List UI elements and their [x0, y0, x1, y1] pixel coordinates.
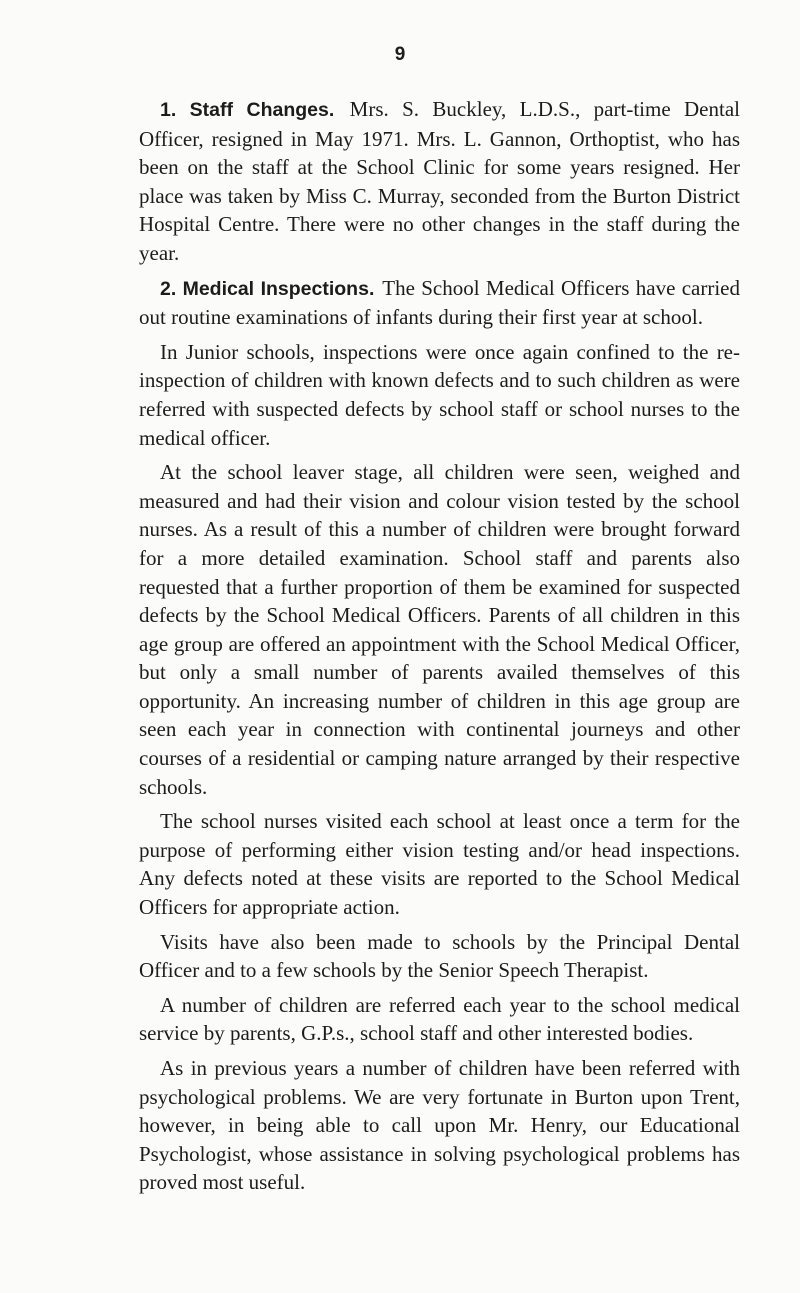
paragraph-school-leaver-stage: At the school leaver stage, all children were seen, weighed and measured and had their vision and colour vision tested by the school nurses. As a result of this a number of children were brought forward for a more detailed examination. School staff and parents also requested that a further proportion of them be examined for suspected defects by the School Medical Officers. Parents of all children in this age group are offered an appointment with the School Medical Officer, but only a small number of parents availed themselves of this opportunity. An increasing number of children in this age group are seen each year in connection with continental journeys and other courses of a residential or camping nature arranged by their respective schools.	[139, 460, 740, 799]
paragraph-school-nurses: The school nurses visited each school at least once a term for the purpose of performing either vision testing and/or head inspections. Any defects noted at these visits are reported to the School Medical Officers for appropriate action.	[139, 809, 740, 920]
section-number: 2.	[160, 277, 177, 300]
section-number: 1.	[160, 99, 177, 121]
section-text: Mrs. S. Buckley, L.D.S., part-time Dental Officer, resigned in May 1971. Mrs. L. Gannon, Orthoptist, who has been on the staff at the School Clinic for some years resigned. Her place was taken by Miss C. Murray, seconded from the Burton District Hospital Centre. There were no other changes in the staff during the year.	[139, 97, 740, 265]
section-heading: Medical Inspections.	[182, 277, 375, 300]
section-medical-inspections	[139, 274, 740, 332]
paragraph-referrals: A number of children are referred each year to the school medical service by parents, G.P.s., school staff and other interested bodies.	[139, 992, 740, 1046]
page-number: 9	[394, 44, 406, 65]
section-heading: Staff Changes.	[189, 99, 335, 121]
paragraph-psychological-problems: As in previous years a number of children have been referred with psychological problems. We are very fortunate in Burton upon Trent, however, in being able to call upon Mr. Henry, our Educational Psychologist, whose assistance in solving psychological problems has proved most useful.	[139, 1056, 740, 1195]
paragraph-dental-speech-visits: Visits have also been made to schools by the Principal Dental Officer and to a few schools by the Senior Speech Therapist.	[139, 929, 740, 983]
section-staff-changes	[139, 95, 740, 268]
body-text	[139, 95, 740, 1197]
paragraph-junior-schools: In Junior schools, inspections were once again confined to the re-inspection of children with known defects and to such children as were referred with suspected defects by school staff or school nurses to the medical officer.	[139, 339, 740, 450]
section-text: The School Medical Officers have carried out routine examinations of infants during their first year at school.	[139, 275, 740, 330]
